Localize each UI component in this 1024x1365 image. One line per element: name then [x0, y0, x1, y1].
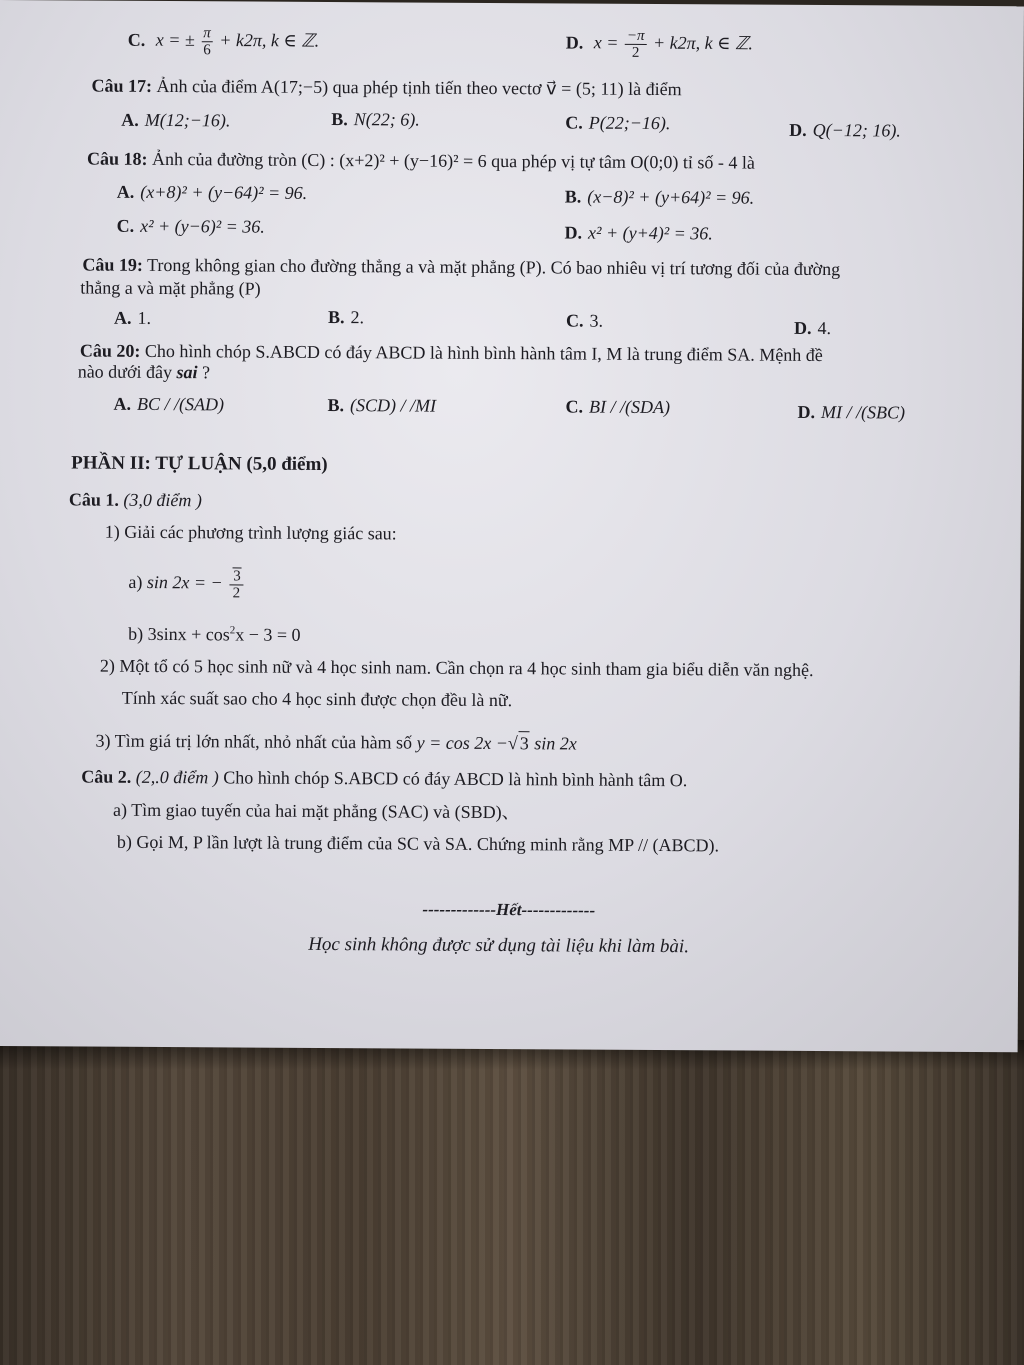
end-marker: -------------Hết------------- [422, 899, 596, 920]
q18-option-a: A. (x+8)² + (y−64)² = 96. [116, 181, 308, 203]
q17-option-b: B. N(22; 6). [331, 109, 420, 130]
q19-stem-line1: Câu 19: Trong không gian cho đường thẳng a và mặt phẳng (P). Có bao nhiêu vị trí tương đối của đường [82, 254, 841, 280]
q19-option-d: D. 4. [793, 317, 832, 339]
q16-option-d: D. x = $\frac{-\pi}{2}$ + k2π, k ∈ ℤ. [565, 27, 753, 61]
cau2-part-b: b) Gọi M, P lần lượt là trung điểm của SC và SA. Chứng minh rằng MP // (ABCD). [116, 831, 720, 856]
part2-heading: PHẦN II: TỰ LUẬN (5,0 điểm) [71, 452, 328, 476]
q18-stem: Câu 18: Ảnh của đường tròn (C) : (x+2)² + (y−16)² = 6 qua phép vị tự tâm O(0;0) tỉ số - 4 là [86, 148, 755, 173]
cau2-stem: Câu 2. (2,.0 điểm ) Cho hình chóp S.ABCD có đáy ABCD là hình bình hành tâm O. [81, 766, 688, 791]
q19-stem-line2: thẳng a và mặt phẳng (P) [80, 277, 261, 299]
q18-option-d: D. x² + (y+4)² = 36. [564, 222, 713, 244]
cau2-part-a: a) Tìm giao tuyến của hai mặt phẳng (SAC) và (SBD)、 [112, 799, 520, 823]
q18-option-c: C. x² + (y−6)² = 36. [116, 215, 265, 237]
desk-background [0, 1040, 1024, 1365]
q16-option-c: C. x = ± $\frac{\pi}{6}$ + k2π, k ∈ ℤ. [127, 25, 320, 59]
q20-option-b: B. (SCD) / /MI [327, 395, 437, 416]
q20-option-a: A. BC / /(SAD) [113, 393, 225, 415]
cau1-part1-b: b) $3\sin x + \cos^2x - 3 = 0$ [128, 623, 301, 645]
q20-stem-line2: nào dưới đây sai ? [77, 361, 211, 383]
cau1-part2-line1: 2) Một tổ có 5 học sinh nữ và 4 học sinh nam. Cần chọn ra 4 học sinh tham gia biểu diễn văn nghệ. [99, 655, 814, 680]
cau1-part1: 1) Giải các phương trình lượng giác sau: [104, 521, 397, 544]
cau1-heading: Câu 1. (3,0 điểm ) [68, 489, 203, 511]
q17-option-c: C. P(22;−16). [565, 112, 671, 134]
q20-stem-line1: Câu 20: Cho hình chóp S.ABCD có đáy ABCD là hình bình hành tâm I, M là trung điểm SA. Mệnh đề [79, 340, 823, 366]
cau1-part1-a: a) sin 2x = − $\frac{3}{2}$ [128, 567, 245, 602]
cau1-part2-line2: Tính xác suất sao cho 4 học sinh được chọn đều là nữ. [121, 687, 513, 711]
q19-option-c: C. 3. [565, 310, 604, 331]
q20-option-d: D. MI / /(SBC) [797, 401, 906, 423]
q19-option-a: A. 1. [114, 307, 152, 328]
q17-option-d: D. Q(−12; 16). [789, 119, 901, 141]
q17-stem: Câu 17: Ảnh của điểm A(17;−5) qua phép tịnh tiến theo vectơ v⃗ = (5; 11) là điểm [91, 75, 682, 100]
cau1-part3: 3) Tìm giá trị lớn nhất, nhỏ nhất của hàm số y = cos 2x −√ 3 sin 2x [95, 730, 577, 754]
footer-note: Học sinh không được sử dụng tài liệu khi làm bài. [308, 933, 690, 958]
q20-option-c: C. BI / /(SDA) [565, 396, 671, 418]
q19-option-b: B. 2. [328, 307, 365, 328]
q18-option-b: B. (x−8)² + (y+64)² = 96. [564, 186, 755, 208]
q17-option-a: A. M(12;−16). [121, 109, 231, 131]
